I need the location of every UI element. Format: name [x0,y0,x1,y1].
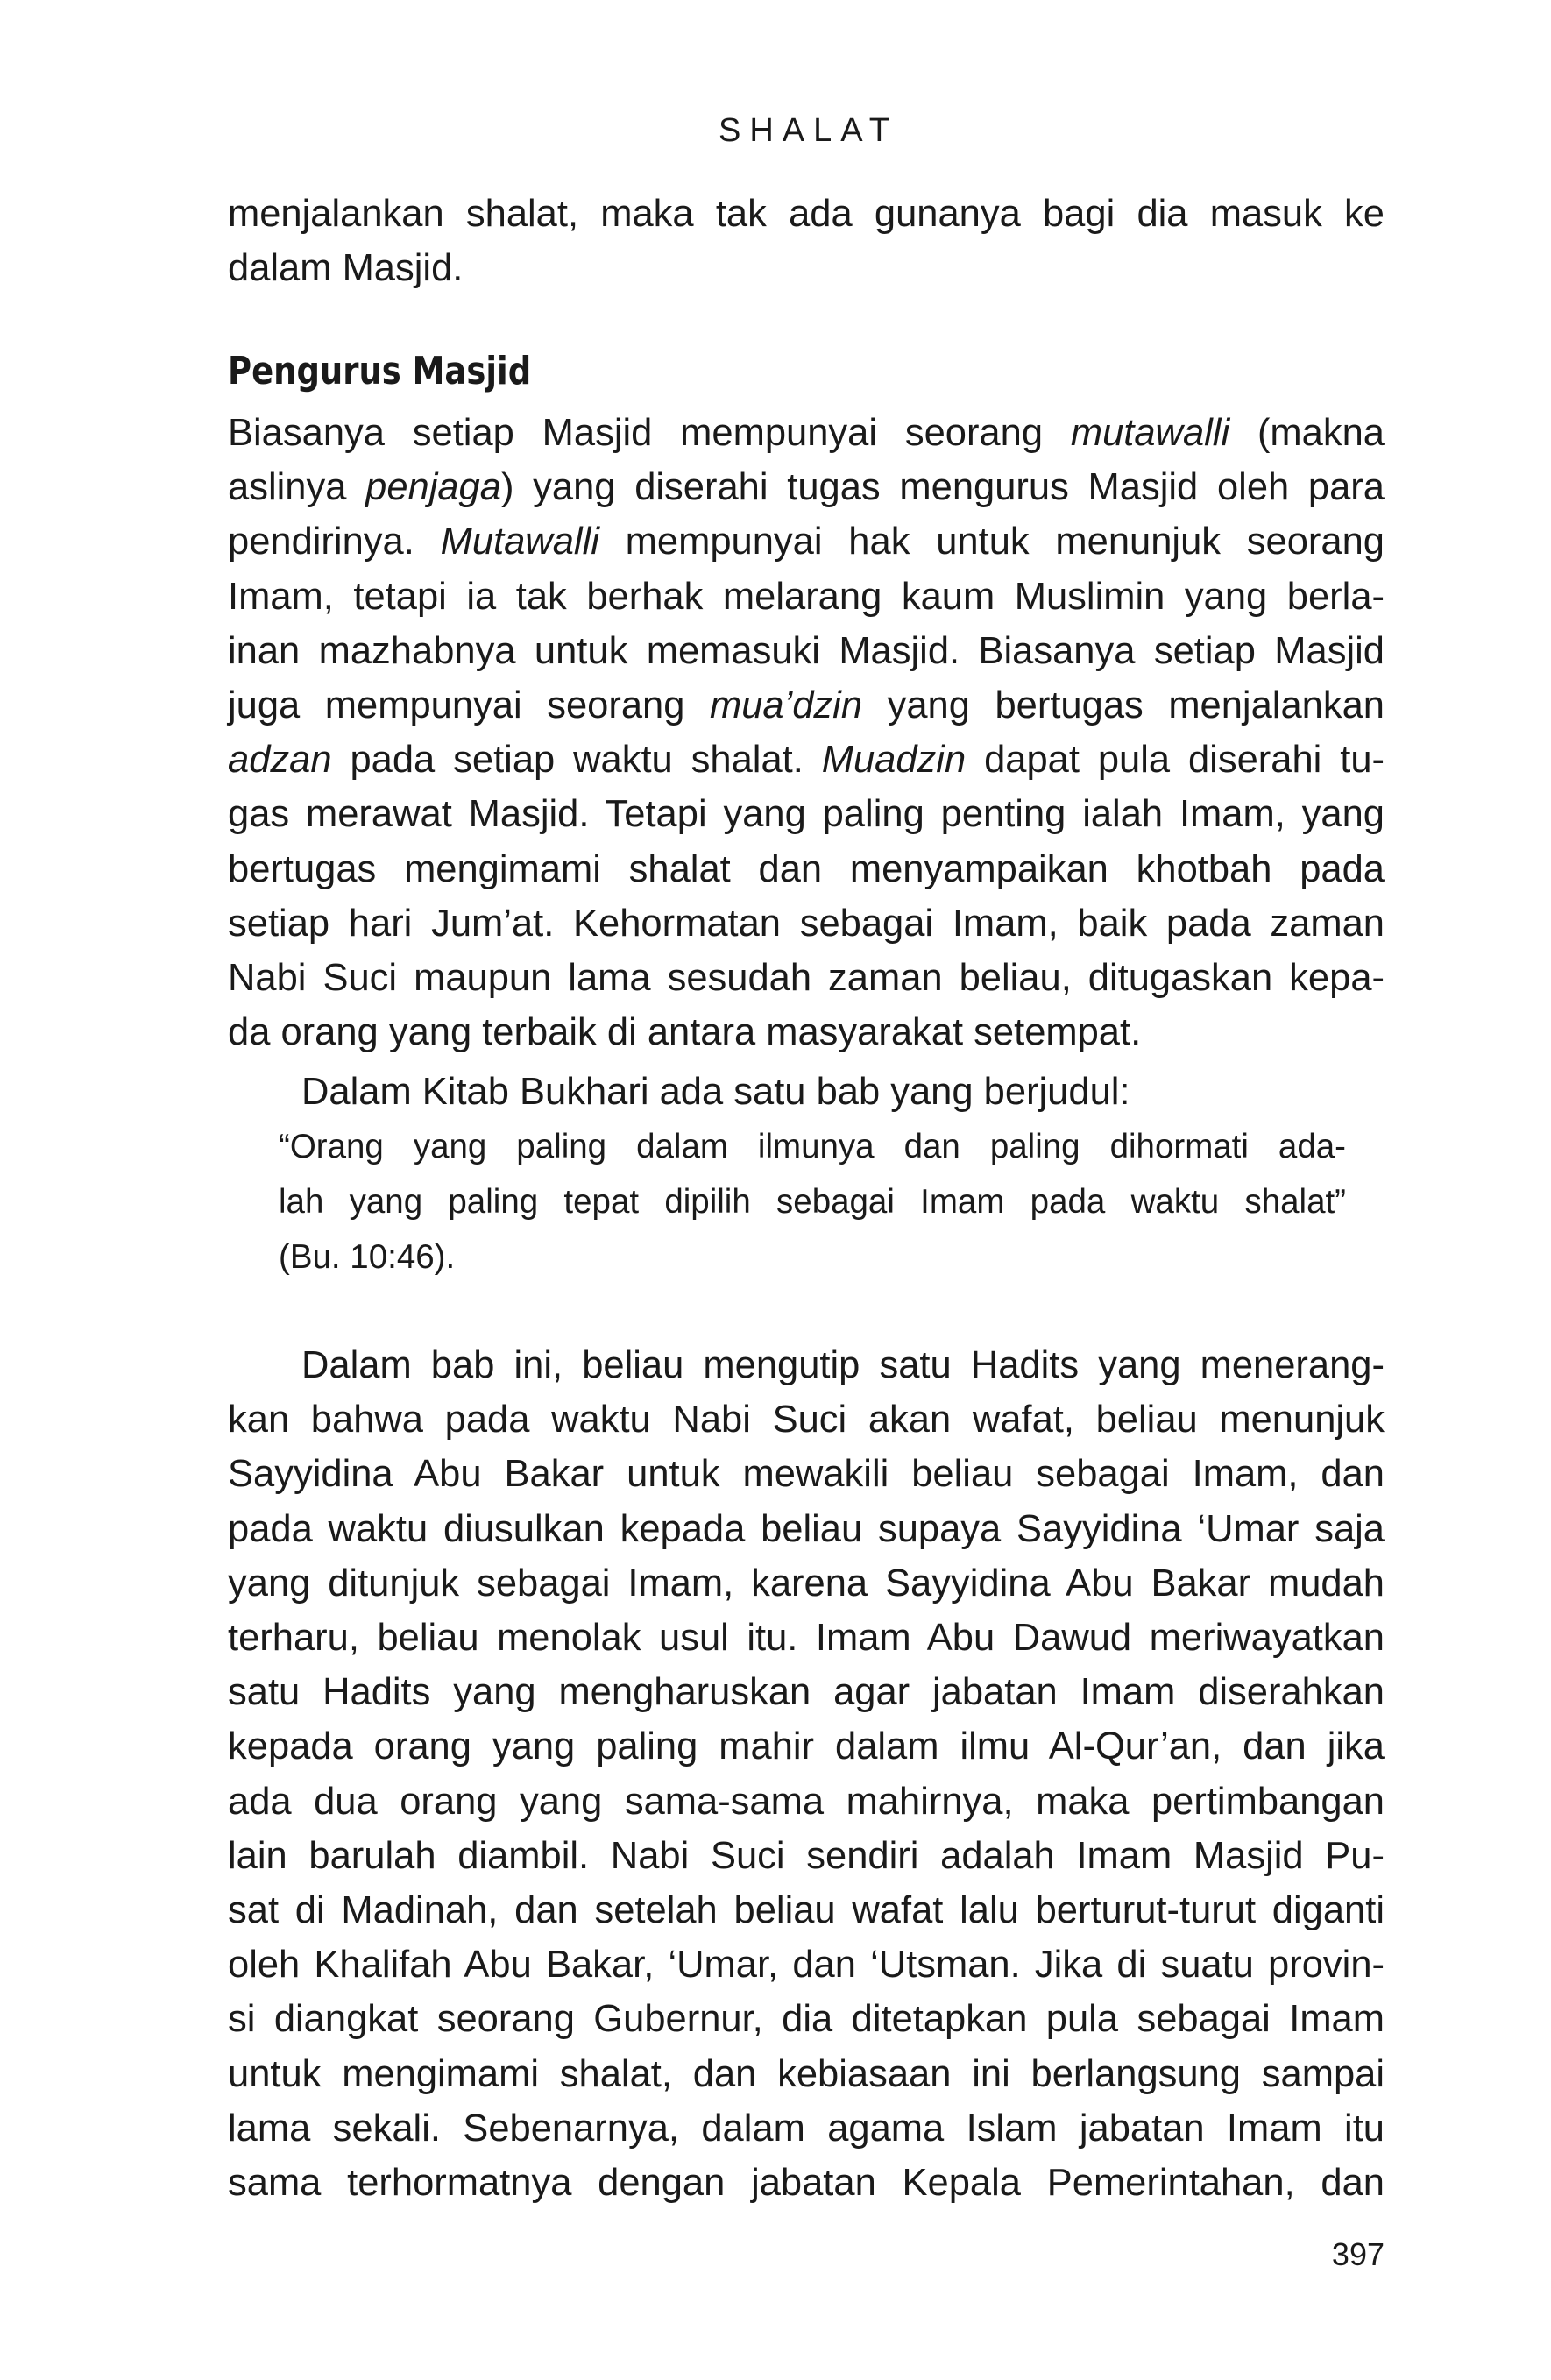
text-line: yang ditunjuk sebagai Imam, karena Sayyidina Abu Bakar mudah [228,1562,1385,1604]
page-number: 397 [1331,2236,1385,2272]
text-line: Sayyidina Abu Bakar untuk mewakili beliau sebagai Imam, dan [228,1453,1385,1496]
text-line: Dalam bab ini, beliau mengutip satu Hadits yang menerang- [301,1344,1385,1386]
text-line: ada dua orang yang sama-sama mahirnya, maka pertimbangan [228,1780,1385,1823]
text-line: Imam, tetapi ia tak berhak melarang kaum Muslimin yang berla- [228,575,1385,618]
text-line: da orang yang terbaik di antara masyarakat setempat. [228,1011,1142,1054]
text-line: inan mazhabnya untuk memasuki Masjid. Biasanya setiap Masjid [228,629,1385,672]
text-line: pendirinya. Mutawalli mempunyai hak untuk menunjuk seorang [228,521,1385,563]
block-quote [279,1119,1346,1285]
text-line: untuk mengimami shalat, dan kebiasaan ini berlangsung sampai [228,2052,1385,2095]
text-line: juga mempunyai seorang mua’dzin yang bertugas menjalankan [228,684,1385,727]
text-line: kepada orang yang paling mahir dalam ilmu Al-Qur’an, dan jika [228,1725,1385,1768]
text-line: setiap hari Jum’at. Kehormatan sebagai Imam, baik pada zaman [228,902,1385,945]
quote-line: (Bu. 10:46). [279,1238,456,1276]
running-head: SHALAT [718,112,898,149]
text-line: sama terhormatnya dengan jabatan Kepala Pemerintahan, dan [228,2162,1385,2205]
text-line: aslinya penjaga) yang diserahi tugas mengurus Masjid oleh para [228,466,1385,509]
text-line: pada waktu diusulkan kepada beliau supaya Sayyidina ‘Umar saja [228,1507,1385,1550]
text-line: sat di Madinah, dan setelah beliau wafat lalu berturut-turut diganti [228,1889,1385,1932]
quote-lead-in [228,1065,1385,1119]
text-line: Dalam Kitab Bukhari ada satu bab yang berjudul: [301,1071,1130,1113]
text-line: adzan pada setiap waktu shalat. Muadzin dapat pula diserahi tu- [228,739,1385,782]
text-line: kan bahwa pada waktu Nabi Suci akan wafat, beliau menunjuk [228,1399,1385,1441]
text-line: si diangkat seorang Gubernur, dia ditetapkan pula sebagai Imam [228,1998,1385,2041]
text-line: terharu, beliau menolak usul itu. Imam Abu Dawud meriwayatkan [228,1617,1385,1660]
text-line: Nabi Suci maupun lama sesudah zaman beliau, ditugaskan kepa- [228,957,1385,1000]
text-line: oleh Khalifah Abu Bakar, ‘Umar, dan ‘Utsman. Jika di suatu provin- [228,1944,1385,1987]
text-line: lama sekali. Sebenarnya, dalam agama Islam jabatan Imam itu [228,2107,1385,2150]
text-line: menjalankan shalat, maka tak ada gunanya bagi dia masuk ke [228,193,1385,235]
text-line: dalam Masjid. [228,247,464,290]
text-line: lain barulah diambil. Nabi Suci sendiri adalah Imam Masjid Pu- [228,1834,1385,1877]
text-line: bertugas mengimami shalat dan menyampaikan khotbah pada [228,847,1385,890]
intro-paragraph [228,187,1385,295]
paragraph-pengurus-masjid [228,406,1385,1059]
quote-line: lah yang paling tepat dipilih sebagai Imam pada waktu shalat” [279,1183,1346,1221]
quote-line: “Orang yang paling dalam ilmunya dan paling dihormati ada- [279,1128,1346,1165]
text-line: satu Hadits yang mengharuskan agar jabatan Imam diserahkan [228,1671,1385,1714]
section-heading: Pengurus Masjid [228,349,532,393]
text-line: Biasanya setiap Masjid mempunyai seorang mutawalli (makna [228,412,1385,454]
paragraph-bab [228,1338,1385,2210]
text-line: gas merawat Masjid. Tetapi yang paling penting ialah Imam, yang [228,793,1385,836]
